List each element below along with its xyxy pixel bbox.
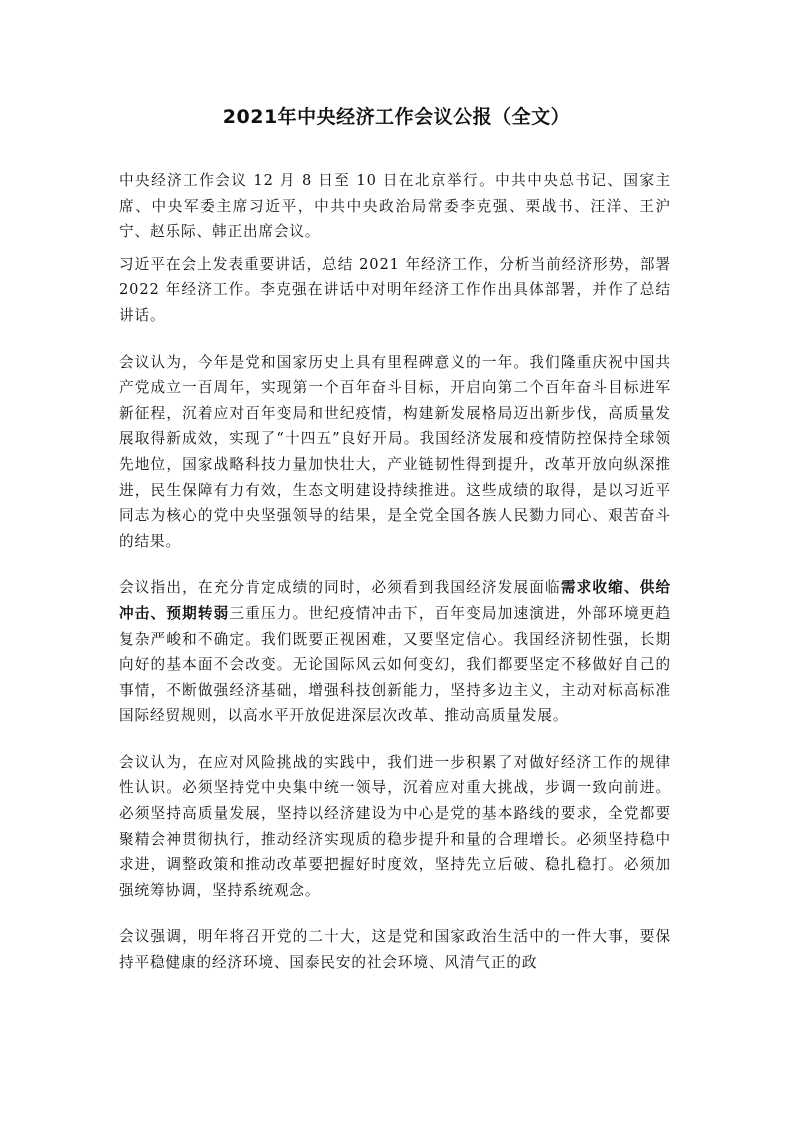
paragraph-spacer [119, 245, 671, 252]
paragraph-achievements: 会议认为，今年是党和国家历史上具有里程碑意义的一年。我们隆重庆祝中国共产党成立一百周年，实现第一个百年奋斗目标，开启向第二个百年奋斗目标进军新征程，沉着应对百年变局和世纪疫情，构建新发展格局迈出新步伐，高质量发展取得新成效，实现了“十四五”良好开局。我国经济发展和疫情防控保持全球领先地位，国家战略科技力量加快壮大，产业链韧性得到提升，改革开放向纵深推进，民生保障有力有效，生态文明建设持续推进。这些成绩的取得，是以习近平同志为核心的党中央坚强领导的结果，是全党全国各族人民勠力同心、艰苦奋斗的结果。 [119, 353, 671, 550]
paragraph-spacer [119, 903, 671, 924]
paragraph-spacer [119, 329, 671, 350]
paragraph-regularity: 会议认为，在应对风险挑战的实践中，我们进一步积累了对做好经济工作的规律性认识。必须坚持党中央集中统一领导，沉着应对重大挑战，步调一致向前进。必须坚持高质量发展，坚持以经济建设为中心是党的基本路线的要求，全党都要聚精会神贯彻执行，推动经济实现质的稳步提升和量的合理增长。必须坚持稳中求进，调整政策和推动改革要把握好时度效，坚持先立后破、稳扎稳打。必须加强统筹协调，坚持系统观念。 [119, 753, 671, 899]
document-title: 2021年中央经济工作会议公报（全文） [222, 106, 571, 128]
pressures-text-after: 三重压力。世纪疫情冲击下，百年变局加速演进，外部环境更趋复杂严峻和不确定。我们既要正视困难，又要坚定信心。我国经济韧性强，长期向好的基本面不会改变。无论国际风云如何变幻，我们都要坚定不移做好自己的事情，不断做强经济基础，增强科技创新能力，坚持多边主义，主动对标高标准国际经贸规则，以高水平开放促进深层次改革、推动高质量发展。 [119, 604, 672, 725]
paragraph-speeches: 习近平在会上发表重要讲话，总结 2021 年经济工作，分析当前经济形势，部署 2022 年经济工作。李克强在讲话中对明年经济工作作出具体部署，并作了总结讲话。 [119, 255, 671, 324]
paragraph-spacer [119, 729, 671, 750]
pressures-highlight: 需求收缩、供给冲击、预期转弱 [119, 579, 671, 622]
paragraph-emphasis: 会议强调，明年将召开党的二十大，这是党和国家政治生活中的一件大事，要保持平稳健康的经济环境、国泰民安的社会环境、风清气正的政 [119, 928, 671, 972]
paragraph-pressures [119, 575, 671, 729]
paragraph-meeting-intro: 中央经济工作会议 12 月 8 日至 10 日在北京举行。中共中央总书记、国家主席、中央军委主席习近平，中共中央政治局常委李克强、栗战书、汪洋、王沪宁、赵乐际、韩正出席会议。 [119, 172, 671, 241]
paragraph-spacer [119, 554, 671, 575]
document-body [119, 168, 671, 976]
pressures-text-before: 会议指出，在充分肯定成绩的同时，必须看到我国经济发展面临 [119, 579, 561, 597]
